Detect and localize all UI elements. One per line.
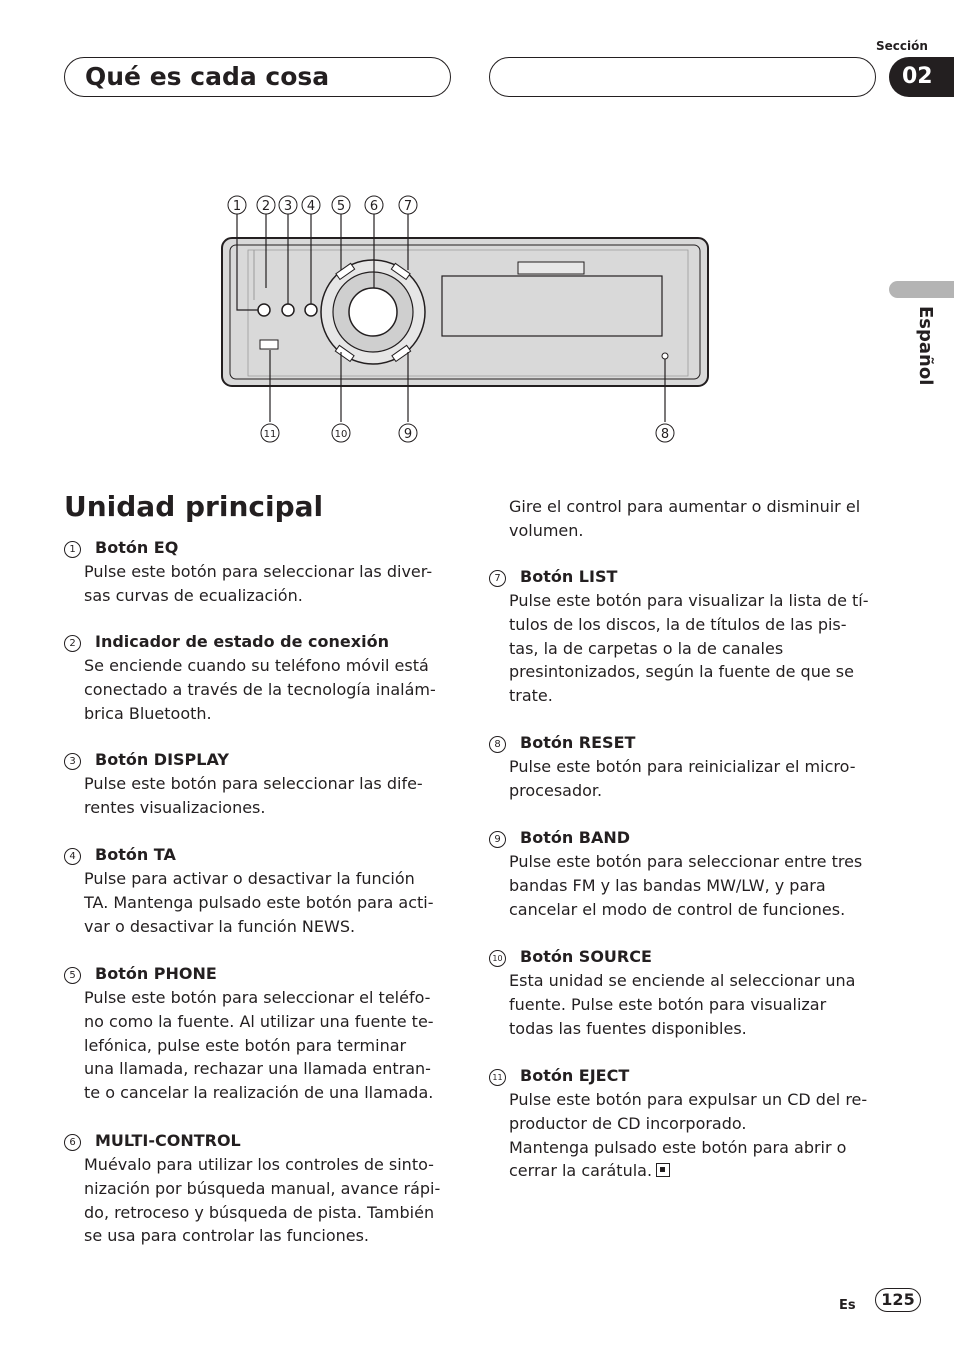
item-ta <box>64 843 464 938</box>
section-label: Sección <box>876 39 928 53</box>
svg-text:6: 6 <box>369 199 379 214</box>
callout-11 <box>261 424 279 442</box>
item-description: Pulse este botón para seleccionar el teléfo- no como la fuente. Al utilizar una fuente te- lefónica, pulse este botón para terminar una llamada, rechazar una llamada entran- te o cancelar la realización de una llamada. <box>84 988 434 1103</box>
language-tab-label: Español <box>915 306 936 386</box>
item-title: MULTI-CONTROL <box>95 1131 241 1150</box>
item-description: Muévalo para utilizar los controles de sinto- nización por búsqueda manual, avance rápi- do, retroceso y búsqueda de pista. También se usa para controlar las funciones. <box>84 1155 441 1246</box>
svg-text:10: 10 <box>334 429 348 440</box>
item-description: Gire el control para aumentar o disminuir el volumen. <box>509 497 861 540</box>
svg-text:11: 11 <box>263 429 277 440</box>
item-description: Pulse este botón para seleccionar las dife- rentes visualizaciones. <box>84 774 423 817</box>
item-title: Botón LIST <box>520 567 618 586</box>
item-description: Se enciende cuando su teléfono móvil está conectado a través de la tecnología inalám- brica Bluetooth. <box>84 656 436 723</box>
svg-text:9: 9 <box>403 427 413 442</box>
item-number: 5 <box>64 967 81 984</box>
item-number: 7 <box>489 570 506 587</box>
item-number: 3 <box>64 753 81 770</box>
item-band <box>489 826 889 921</box>
item-eject <box>489 1064 889 1183</box>
item-number: 6 <box>64 1134 81 1151</box>
item-description: Pulse este botón para visualizar la lista de tí- tulos de los discos, la de títulos de las pis- tas, la de carpetas o la de canales presintonizados, según la fuente de que se trate. <box>509 591 869 706</box>
language-tab-bar <box>889 281 954 298</box>
item-multi-control-continued <box>489 495 889 543</box>
svg-text:4: 4 <box>306 199 316 214</box>
item-description: Esta unidad se enciende al seleccionar una fuente. Pulse este botón para visualizar todas las fuentes disponibles. <box>509 971 856 1038</box>
section-number-badge: 02 <box>889 57 954 97</box>
page-number: 125 <box>875 1288 921 1312</box>
item-title: Botón BAND <box>520 828 631 847</box>
page-title: Qué es cada cosa <box>85 62 330 91</box>
end-mark-icon <box>656 1163 670 1177</box>
item-title: Botón PHONE <box>95 964 217 983</box>
head-unit-body <box>222 238 708 386</box>
item-number: 1 <box>64 541 81 558</box>
item-title: Botón TA <box>95 845 176 864</box>
item-description: Pulse para activar o desactivar la función TA. Mantenga pulsado este botón para acti- var o desactivar la función NEWS. <box>84 869 434 936</box>
callout-2 <box>257 196 275 214</box>
svg-text:3: 3 <box>283 199 293 214</box>
svg-text:7: 7 <box>403 199 413 214</box>
callout-3 <box>279 196 297 214</box>
header-empty-box <box>489 57 876 97</box>
item-phone <box>64 962 464 1105</box>
callout-10 <box>332 424 350 442</box>
item-number: 11 <box>489 1069 506 1086</box>
svg-text:1: 1 <box>232 199 242 214</box>
footer-language-code: Es <box>839 1298 856 1313</box>
item-title: Botón SOURCE <box>520 947 652 966</box>
item-title: Indicador de estado de conexión <box>95 632 389 651</box>
item-description: Pulse este botón para seleccionar entre tres bandas FM y las bandas MW/LW, y para cancelar el modo de control de funciones. <box>509 852 863 919</box>
item-title: Botón EJECT <box>520 1066 630 1085</box>
section-heading: Unidad principal <box>64 490 324 523</box>
callout-7 <box>399 196 417 214</box>
callout-8 <box>656 424 674 442</box>
item-source <box>489 945 889 1040</box>
item-multi-control <box>64 1129 464 1248</box>
item-description: Pulse este botón para reinicializar el micro- procesador. <box>509 757 856 800</box>
callout-5 <box>332 196 350 214</box>
item-number: 10 <box>489 950 506 967</box>
callout-1 <box>228 196 246 214</box>
item-eq <box>64 536 464 608</box>
item-title: Botón DISPLAY <box>95 750 229 769</box>
item-number: 8 <box>489 736 506 753</box>
item-list <box>489 565 889 708</box>
callout-4 <box>302 196 320 214</box>
svg-text:2: 2 <box>261 199 271 214</box>
item-number: 9 <box>489 831 506 848</box>
item-description: Pulse este botón para seleccionar las diver- sas curvas de ecualización. <box>84 562 433 605</box>
callout-9 <box>399 424 417 442</box>
svg-text:8: 8 <box>660 427 670 442</box>
svg-text:5: 5 <box>336 199 346 214</box>
item-connection-indicator <box>64 630 464 725</box>
item-title: Botón EQ <box>95 538 179 557</box>
item-description: Pulse este botón para expulsar un CD del re- productor de CD incorporado. Mantenga pulsado este botón para abrir o cerrar la carátula. <box>509 1090 868 1181</box>
item-number: 4 <box>64 848 81 865</box>
item-number: 2 <box>64 635 81 652</box>
multi-control-knob <box>321 260 425 364</box>
header-title-box <box>64 57 451 97</box>
item-reset <box>489 731 889 803</box>
item-title: Botón RESET <box>520 733 636 752</box>
callout-6 <box>365 196 383 214</box>
item-display <box>64 748 464 820</box>
head-unit-diagram <box>218 190 718 450</box>
